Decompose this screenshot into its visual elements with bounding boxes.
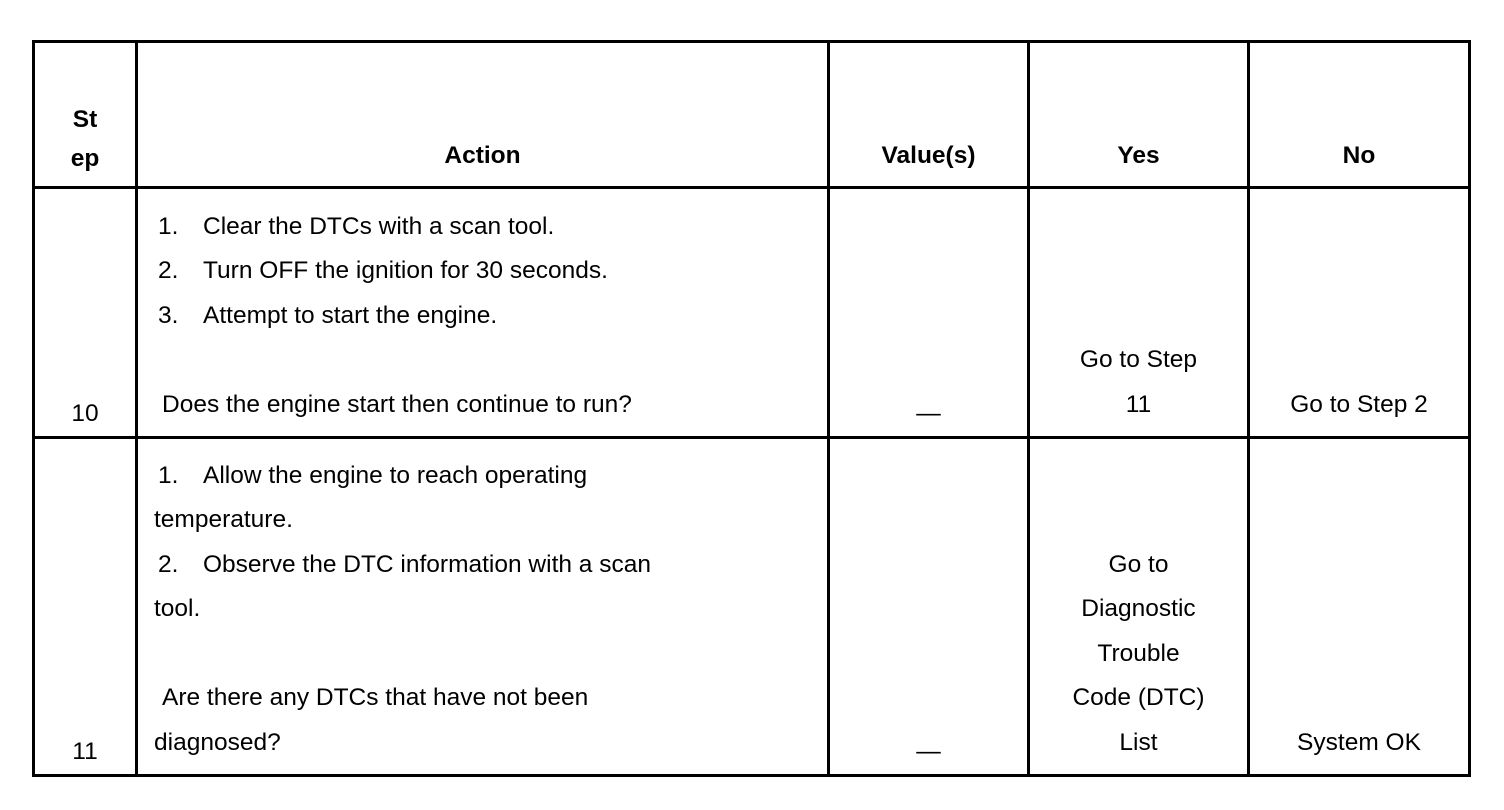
header-no: No: [1249, 42, 1470, 188]
header-step: [34, 42, 137, 188]
action-cell: [137, 438, 829, 776]
step-number: 11: [34, 438, 137, 776]
diagnostic-table: [32, 40, 1471, 777]
table-row: [34, 438, 1470, 776]
action-question: Does the engine start then continue to run?: [162, 390, 632, 418]
no-cell: System OK: [1249, 438, 1470, 776]
no-cell: Go to Step 2: [1249, 188, 1470, 438]
action-item: 2. Observe the DTC information with a scan: [158, 550, 651, 578]
header-values: Value(s): [829, 42, 1029, 188]
header-yes: Yes: [1029, 42, 1249, 188]
yes-cell: Go to Step 11: [1029, 188, 1249, 438]
yes-cell: Go to Diagnostic Trouble Code (DTC) List: [1029, 438, 1249, 776]
action-item: 2. Turn OFF the ignition for 30 seconds.: [158, 257, 608, 284]
action-question: Are there any DTCs that have not been: [162, 684, 589, 711]
action-cell: [137, 188, 829, 438]
header-action: Action: [137, 42, 829, 188]
value-cell: —: [829, 438, 1029, 776]
action-question-continued: diagnosed?: [154, 728, 281, 756]
value-cell: —: [829, 188, 1029, 438]
action-item-continued: tool.: [154, 595, 201, 622]
header-step-line1: St: [72, 106, 98, 133]
action-item: 1. Clear the DTCs with a scan tool.: [158, 212, 555, 240]
action-item-continued: temperature.: [154, 506, 293, 533]
table-row: [34, 188, 1470, 438]
action-item: 3. Attempt to start the engine.: [158, 301, 498, 329]
step-number: 10: [34, 188, 137, 438]
table-header-row: [34, 42, 1470, 188]
header-step-line2: ep: [70, 145, 100, 172]
action-item: 1. Allow the engine to reach operating: [158, 461, 588, 489]
